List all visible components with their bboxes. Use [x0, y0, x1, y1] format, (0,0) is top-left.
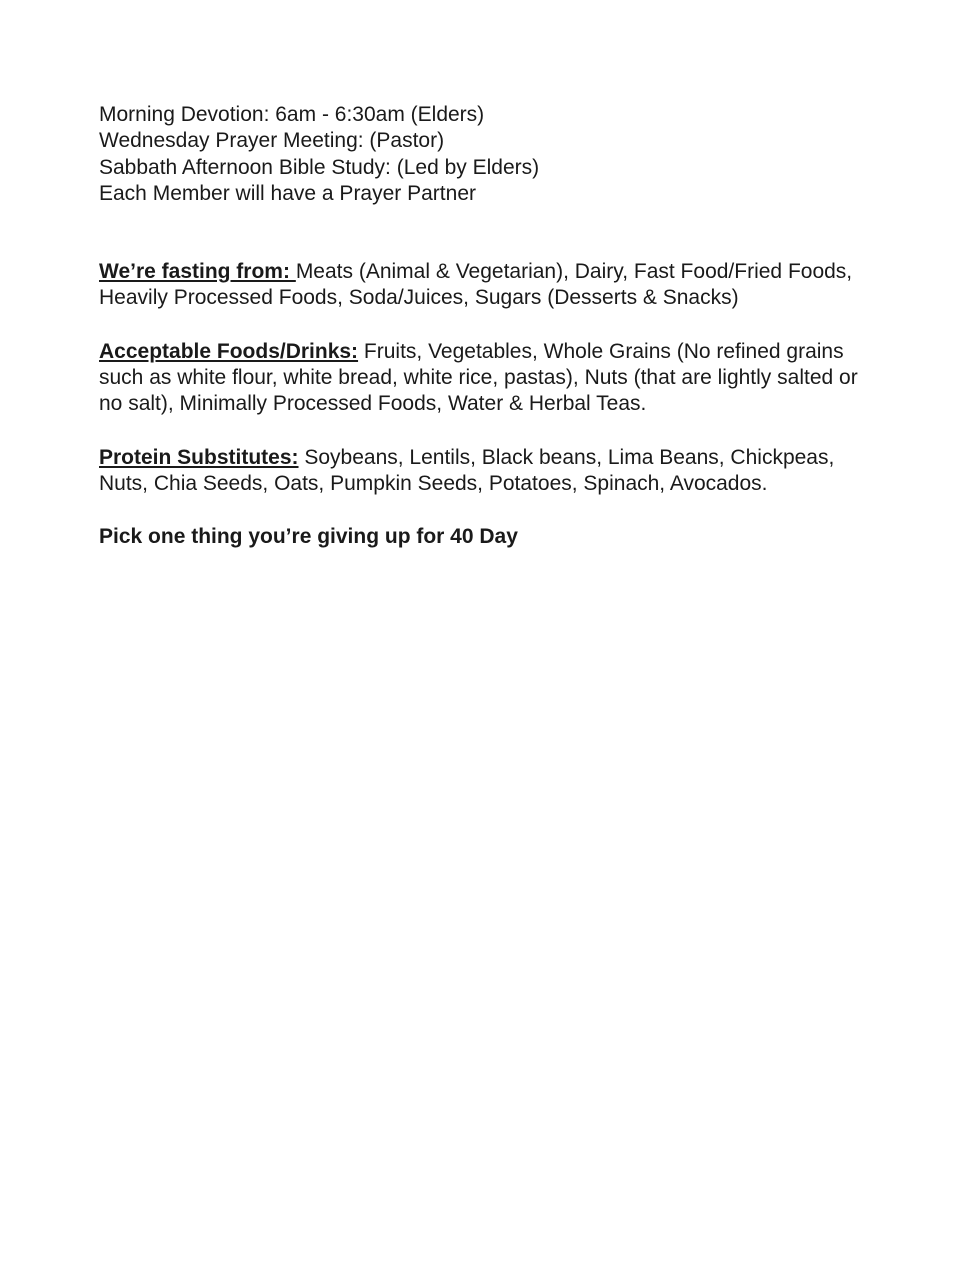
document-body: [99, 102, 899, 551]
schedule-prayer-partner: Each Member will have a Prayer Partner: [99, 181, 476, 205]
acceptable-foods-label: Acceptable Foods/Drinks:: [99, 339, 359, 363]
protein-substitutes-label: Protein Substitutes:: [99, 445, 299, 469]
closing-statement: Pick one thing you’re giving up for 40 Day: [99, 525, 518, 549]
fasting-paragraph: [99, 259, 859, 312]
schedule-list: [99, 102, 899, 207]
protein-substitutes-paragraph: [99, 445, 859, 498]
schedule-sabbath-bible-study: Sabbath Afternoon Bible Study: (Led by Elders): [99, 155, 540, 179]
acceptable-foods-text: Fruits, Vegetables, Whole Grains (No refined grains such as white flour, white bread, white rice, pastas), Nuts (that are lightly salted or no salt), Minimally Processed Foods, Water & Herbal Teas.: [99, 339, 858, 416]
protein-substitutes-text: Soybeans, Lentils, Black beans, Lima Beans, Chickpeas, Nuts, Chia Seeds, Oats, Pumpkin Seeds, Potatoes, Spinach, Avocados.: [99, 445, 835, 495]
acceptable-foods-paragraph: [99, 339, 869, 418]
schedule-morning-devotion: Morning Devotion: 6am - 6:30am (Elders): [99, 103, 485, 126]
schedule-wednesday-prayer: Wednesday Prayer Meeting: (Pastor): [99, 129, 445, 153]
fasting-text: Meats (Animal & Vegetarian), Dairy, Fast Food/Fried Foods, Heavily Processed Foods, Soda/Juices, Sugars (Desserts & Snacks): [99, 260, 853, 310]
fasting-label: We’re fasting from:: [99, 260, 296, 284]
